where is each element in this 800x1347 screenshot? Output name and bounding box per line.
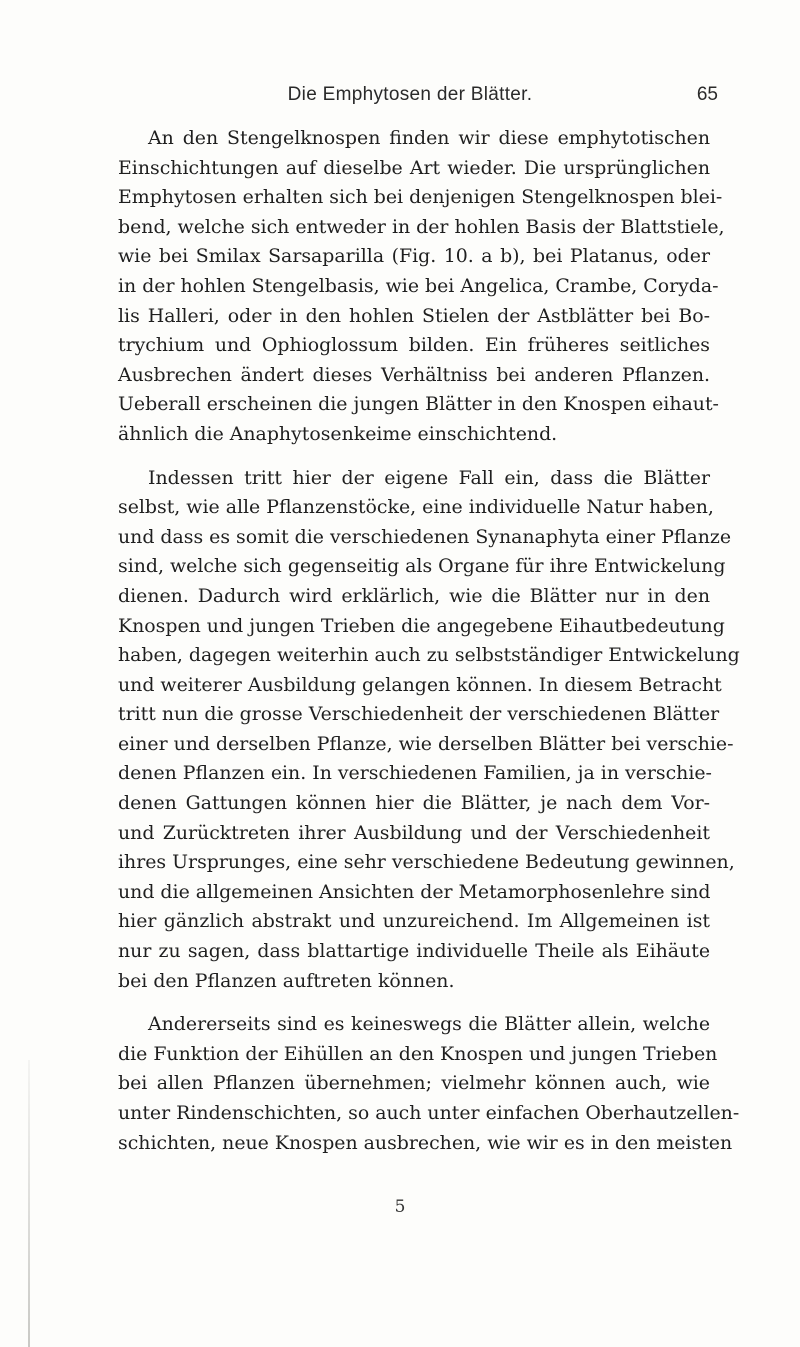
text-line: Andererseits sind es keineswegs die Blätter allein, welche: [148, 1013, 710, 1036]
text-line: einer und derselben Pflanze, wie derselben Blätter bei verschie-: [118, 732, 734, 755]
text-line: unter Rindenschichten, so auch unter einfachen Oberhautzellen-: [118, 1102, 740, 1124]
text-line: ähnlich die Anaphytosenkeime einschichtend.: [118, 422, 558, 445]
text-line: Knospen und jungen Trieben die angegebene Eihautbedeutung: [118, 614, 725, 637]
text-line: und weiterer Ausbildung gelangen können. In diesem Betracht: [118, 673, 722, 696]
text-line: in der hohlen Stengelbasis, wie bei Angelica, Crambe, Coryda-: [118, 274, 719, 297]
text-line: lis Halleri, oder in den hohlen Stielen der Astblätter bei Bo-: [118, 304, 710, 327]
text-line: trychium und Ophioglossum bilden. Ein früheres seitliches: [118, 334, 710, 357]
paragraph-1: [118, 124, 725, 450]
paragraph-2: [118, 464, 740, 997]
text-line: dienen. Dadurch wird erklärlich, wie die Blätter nur in den: [118, 584, 710, 607]
body-text: [118, 124, 740, 1158]
text-line: Emphytosen erhalten sich bei denjenigen Stengelknospen blei-: [118, 186, 723, 209]
text-line: und dass es somit die verschiedenen Synanaphyta einer Pflanze: [118, 525, 732, 548]
text-line: Ueberall erscheinen die jungen Blätter in den Knospen eihaut-: [118, 393, 719, 416]
text-line: hier gänzlich abstrakt und unzureichend. Im Allgemeinen ist: [118, 910, 710, 933]
text-line: sind, welche sich gegenseitig als Organe für ihre Entwickelung: [118, 555, 726, 578]
text-line: wie bei Smilax Sarsaparilla (Fig. 10. a b), bei Platanus, oder: [118, 245, 710, 268]
running-head: [130, 84, 718, 114]
text-line: bei den Pflanzen auftreten können.: [118, 969, 455, 992]
text-line: Einschichtungen auf dieselbe Art wieder. Die ursprünglichen: [118, 156, 710, 179]
text-line: ihres Ursprunges, eine sehr verschiedene Bedeutung gewinnen,: [118, 851, 735, 874]
page-number: 65: [696, 84, 718, 105]
text-line: bend, welche sich entweder in der hohlen Basis der Blattstiele,: [118, 215, 725, 238]
text-line: tritt nun die grosse Verschiedenheit der verschiedenen Blätter: [118, 703, 720, 726]
text-line: denen Gattungen können hier die Blätter, je nach dem Vor-: [118, 792, 710, 815]
signature-mark: 5: [394, 1197, 406, 1217]
text-line: die Funktion der Eihüllen an den Knospen und jungen Trieben: [118, 1042, 718, 1065]
paragraph-3: [118, 1010, 740, 1158]
text-line: haben, dagegen weiterhin auch zu selbstständiger Entwickelung: [118, 644, 740, 667]
text-line: und die allgemeinen Ansichten der Metamorphosenlehre sind: [118, 880, 711, 903]
text-line: denen Pflanzen ein. In verschiedenen Familien, ja in verschie-: [118, 762, 712, 785]
binding-edge-shadow: [28, 1060, 30, 1347]
text-line: und Zurücktreten ihrer Ausbildung und der Verschiedenheit: [118, 821, 710, 844]
text-line: An den Stengelknospen finden wir diese emphytotischen: [148, 127, 710, 149]
text-line: bei allen Pflanzen übernehmen; vielmehr können auch, wie: [118, 1072, 710, 1095]
text-line: Indessen tritt hier der eigene Fall ein, dass die Blätter: [148, 466, 710, 489]
text-line: selbst, wie alle Pflanzenstöcke, eine individuelle Natur haben,: [118, 496, 714, 519]
running-title: Die Emphytosen der Blätter.: [287, 84, 533, 105]
text-line: Ausbrechen ändert dieses Verhältniss bei anderen Pflanzen.: [118, 363, 710, 386]
text-line: nur zu sagen, dass blattartige individuelle Theile als Eihäute: [118, 940, 710, 963]
text-line: schichten, neue Knospen ausbrechen, wie wir es in den meisten: [118, 1131, 733, 1154]
